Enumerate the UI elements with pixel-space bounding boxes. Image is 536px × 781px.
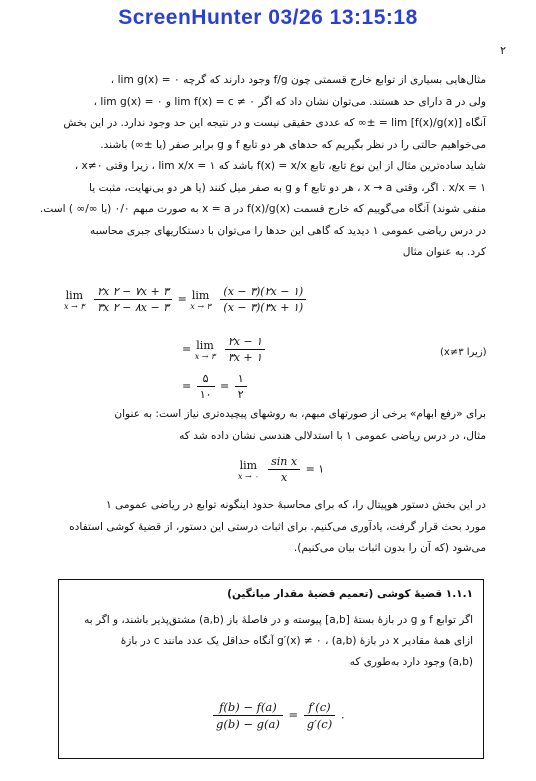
intro-line: آنگاه lim [f(x)/g(x)] = ±∞ که عددی حقیقی نیست و در نتیجه این حد وجود ندارد. در این بخش: [63, 117, 486, 129]
intro-paragraph: [39, 70, 486, 264]
middle-paragraph: [58, 404, 486, 447]
intro-line: شاید ساده‌ترین مثال از این نوع تابع، تابع f(x) = x/x باشد که lim x/x = ۱ ، زیرا وقتی x≠۰ ،: [74, 160, 486, 172]
example-note: (زیرا x≠۳): [440, 347, 487, 358]
intro-line: می‌خواهیم حالتی را در نظر بگیریم که حدهای هر دو تابع f و g برابر صفر (یا ±∞) باشند.: [100, 138, 486, 151]
limit-operator: lim x → ۳: [190, 288, 211, 311]
example-fraction-original: $\frac{۲x ۲ - ۷x + ۳}{۳x ۲ - ۸x - ۳}$: [94, 285, 172, 314]
theorem-line: ازای همهٔ مقادیر x در بازهٔ (a,b) ، g′(x) ≠ ۰ آنگاه حداقل یک عدد مانند c در بازهٔ: [120, 635, 473, 647]
cauchy-lhs-fraction: $\frac{f(b) - f(a)}{g(b) - g(a)}$: [213, 700, 283, 731]
after-paragraph: [58, 495, 486, 560]
intro-line: ۱ = x/x . اگر، وقتی x → a ، هر دو تابع f و g به صفر میل کنند (یا هر دو بی‌نهایت، مثبت یا: [89, 181, 486, 194]
limit-operator: lim x → ۰: [238, 458, 259, 481]
middle-line: مثال، در درس ریاضی عمومی ۱ با استدلالی هندسی نشان داده شد که: [179, 429, 486, 442]
theorem-title: ۱.۱.۱ قضیهٔ کوشی (تعمیم قضیهٔ مقدار میانگین): [227, 588, 473, 600]
example-equation-3: = $\frac{۵}{۱۰}$ = $\frac{۱}{۲}$: [182, 372, 249, 401]
example-equation-2: = lim x → ۳ $\frac{۲x - ۱}{۳x + ۱}$: [182, 335, 267, 364]
intro-line: منفی شوند) آنگاه می‌گوییم که خارج قسمت f(x)/g(x) در x = a به صورت مبهم ۰/۰ (یا ∞/∞ ) است.: [39, 203, 486, 215]
theorem-line: اگر توابع f و g در بازهٔ بستهٔ [a,b] پیوسته و در فاصلهٔ باز (a,b) مشتق‌پذیر باشند، و اگر به: [84, 614, 473, 626]
intro-line: مثال‌هایی بسیاری از توابع خارج قسمتی چون f/g وجود دارند که گرچه lim g(x) = ۰ ،: [110, 74, 486, 86]
intro-line: ولی در a دارای حد هستند. می‌توان نشان داد که اگر lim f(x) = c ≠ ۰ و lim g(x) = ۰ ،: [93, 95, 486, 108]
limit-operator: lim x → ۳: [194, 338, 216, 361]
page-number: ۲: [500, 44, 506, 57]
example-fraction-value: $\frac{۵}{۱۰}$: [197, 372, 215, 401]
sin-limit-equation: lim x → ۰ $\frac{\text{sin x}}{x}$ = ۱: [238, 455, 325, 484]
after-line: در این بخش دستور هوپیتال را، که برای محاسبهٔ حدود اینگونه توابع در ریاضی عمومی ۱: [105, 499, 486, 511]
sin-fraction: $\frac{\text{sin x}}{x}$: [268, 455, 300, 484]
after-line: مورد بحث قرار گرفت، یادآوری می‌کنیم. برای اثبات درستی این دستور، از قضیهٔ کوشی استفاده: [69, 520, 486, 533]
cauchy-rhs-fraction: $\frac{f'(c)}{g'(c)}$: [304, 700, 335, 731]
theorem-line: (a,b) وجود دارد به‌طوری که: [349, 656, 473, 668]
intro-line: کرد. به عنوان مثال: [402, 246, 486, 258]
example-fraction-result: $\frac{۱}{۲}$: [235, 372, 247, 401]
limit-operator: lim x → ۳: [64, 288, 85, 311]
intro-line: در درس ریاضی عمومی ۱ دیدید که گاهی این حدها را می‌توان با دستکاریهای جبری محاسبه: [90, 224, 486, 237]
screenhunter-watermark: ScreenHunter 03/26 13:15:18: [118, 6, 418, 29]
example-fraction-reduced: $\frac{۲x - ۱}{۳x + ۱}$: [225, 335, 265, 364]
theorem-box: [58, 579, 484, 759]
after-line: می‌شود (که آن را بدون اثبات بیان می‌کنیم).: [293, 542, 486, 554]
theorem-statement: [69, 610, 473, 673]
example-equation-1: lim x → ۳ $\frac{۲x ۲ - ۷x + ۳}{۳x ۲ - ۸x - ۳}$ = lim x → ۳ $\frac{(x - ۳)(۲x - ۱)}{(x - ۳)(۳x + ۱)}$: [64, 285, 308, 314]
middle-line: برای «رفع ابهام» برخی از صورتهای مبهم، به روشهای پیچیده‌تری نیاز است: به عنوان: [114, 408, 486, 420]
example-fraction-factored: $\frac{(x - ۳)(۲x - ۱)}{(x - ۳)(۳x + ۱)}$: [220, 285, 306, 314]
cauchy-formula: $\frac{f(b) - f(a)}{g(b) - g(a)}$ = $\frac{f'(c)}{g'(c)}$ .: [211, 700, 345, 731]
